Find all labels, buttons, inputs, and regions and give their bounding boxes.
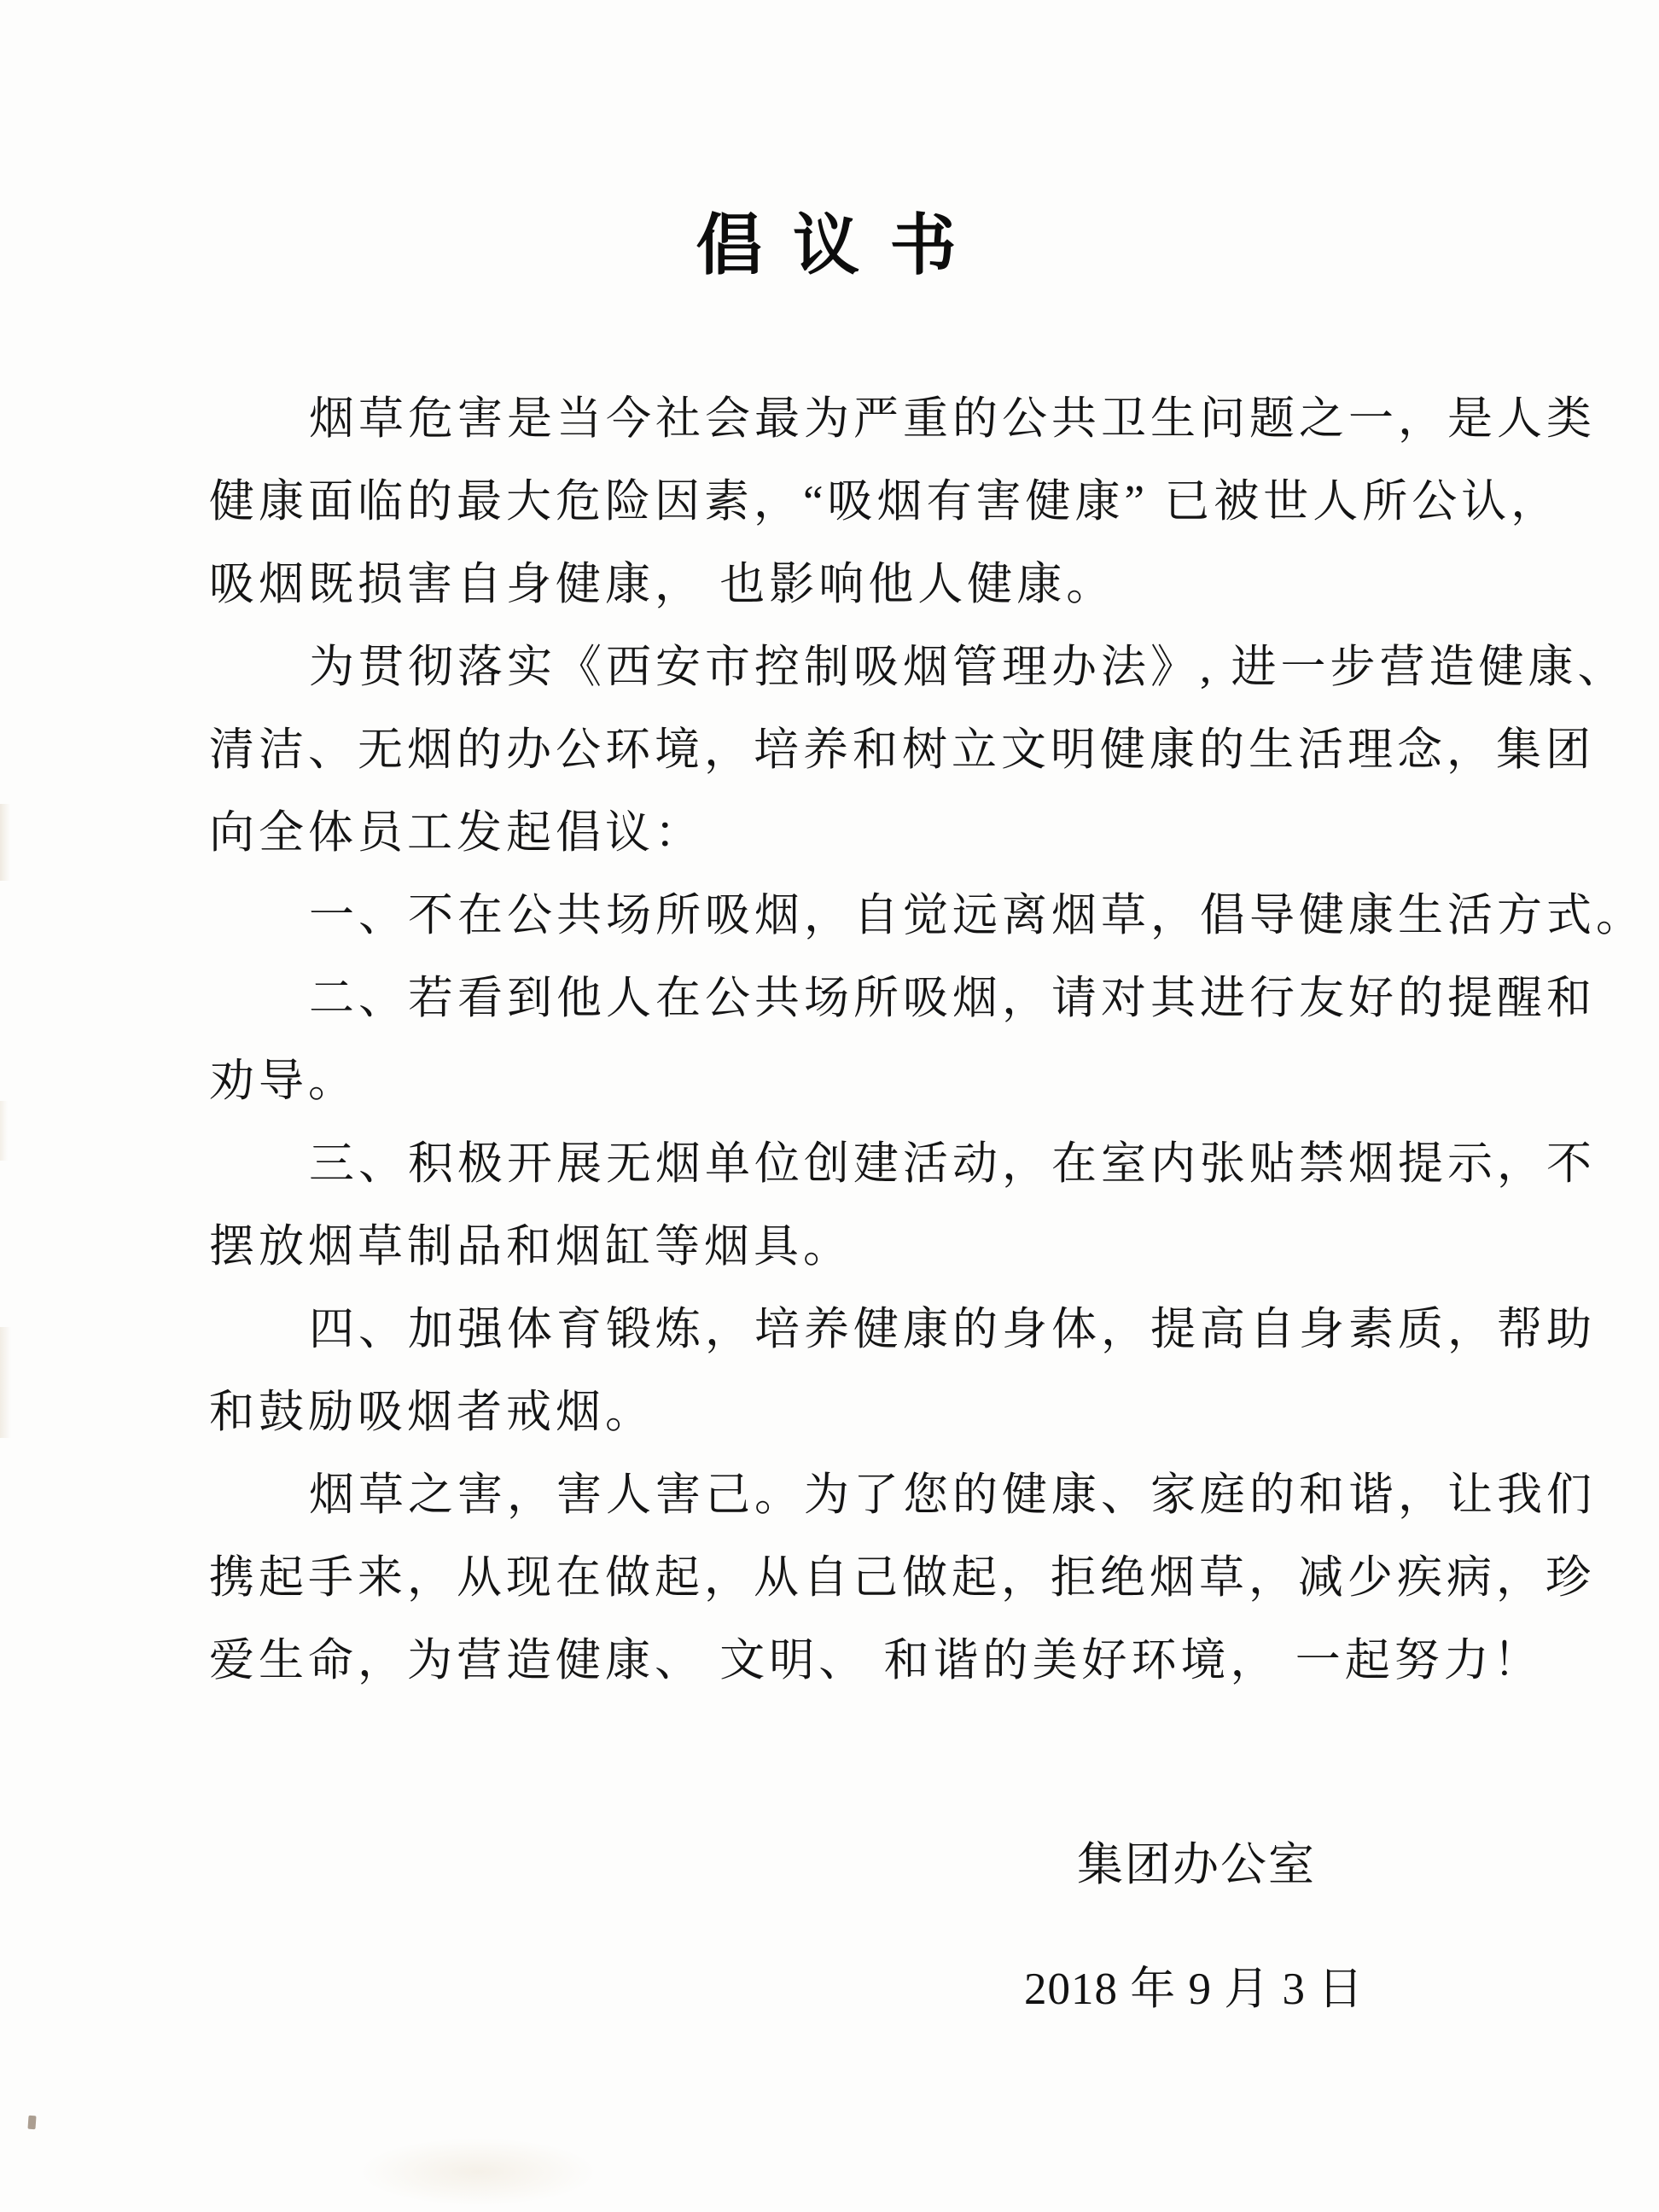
- scan-artifact-bottom-smudge: [358, 2138, 597, 2206]
- document-title: 倡 议 书: [696, 208, 963, 282]
- body-line-9: 劝导。: [209, 1057, 358, 1106]
- body-line-5: 清洁、无烟的办公环境，培养和树立文明健康的生活理念，集团: [209, 725, 1595, 775]
- body-line-15: 携起手来，从现在做起，从自己做起，拒绝烟草，减少疾病，珍: [209, 1553, 1595, 1603]
- body-line-2: 健康面临的最大危险因素，“吸烟有害健康” 已被世人所公认，: [209, 477, 1561, 527]
- scan-artifact-edge-streak: [0, 1327, 11, 1438]
- scan-artifact-edge-streak: [0, 804, 10, 881]
- body-line-11: 摆放烟草制品和烟缸等烟具。: [209, 1222, 853, 1272]
- signature-organization: 集团办公室: [1077, 1839, 1316, 1890]
- body-line-7: 一、不在公共场所吸烟，自觉远离烟草，倡导健康生活方式。: [309, 891, 1645, 940]
- body-line-8: 二、若看到他人在公共场所吸烟，请对其进行友好的提醒和: [309, 974, 1596, 1023]
- body-line-14: 烟草之害，害人害己。为了您的健康、家庭的和谐，让我们: [309, 1470, 1596, 1520]
- document-body: [209, 378, 1645, 1703]
- body-line-4: 为贯彻落实《西安市控制吸烟管理办法》, 进一步营造健康、: [309, 643, 1627, 692]
- body-line-16: 爱生命，为营造健康、 文明、 和谐的美好环境， 一起努力！: [209, 1636, 1543, 1685]
- body-line-1: 烟草危害是当今社会最为严重的公共卫生问题之一，是人类: [309, 394, 1596, 444]
- signature-date: 2018 年 9 月 3 日: [1024, 1965, 1365, 2014]
- scan-artifact-dot: [27, 2116, 36, 2130]
- body-line-6: 向全体员工发起倡议：: [209, 808, 704, 858]
- body-line-13: 和鼓励吸烟者戒烟。: [209, 1388, 655, 1437]
- scan-artifact-edge-streak: [0, 1101, 8, 1161]
- body-line-12: 四、加强体育锻炼，培养健康的身体，提高自身素质，帮助: [309, 1305, 1596, 1354]
- body-line-3: 吸烟既损害自身健康， 也影响他人健康。: [209, 560, 1116, 609]
- body-line-10: 三、积极开展无烟单位创建活动，在室内张贴禁烟提示，不: [309, 1139, 1596, 1189]
